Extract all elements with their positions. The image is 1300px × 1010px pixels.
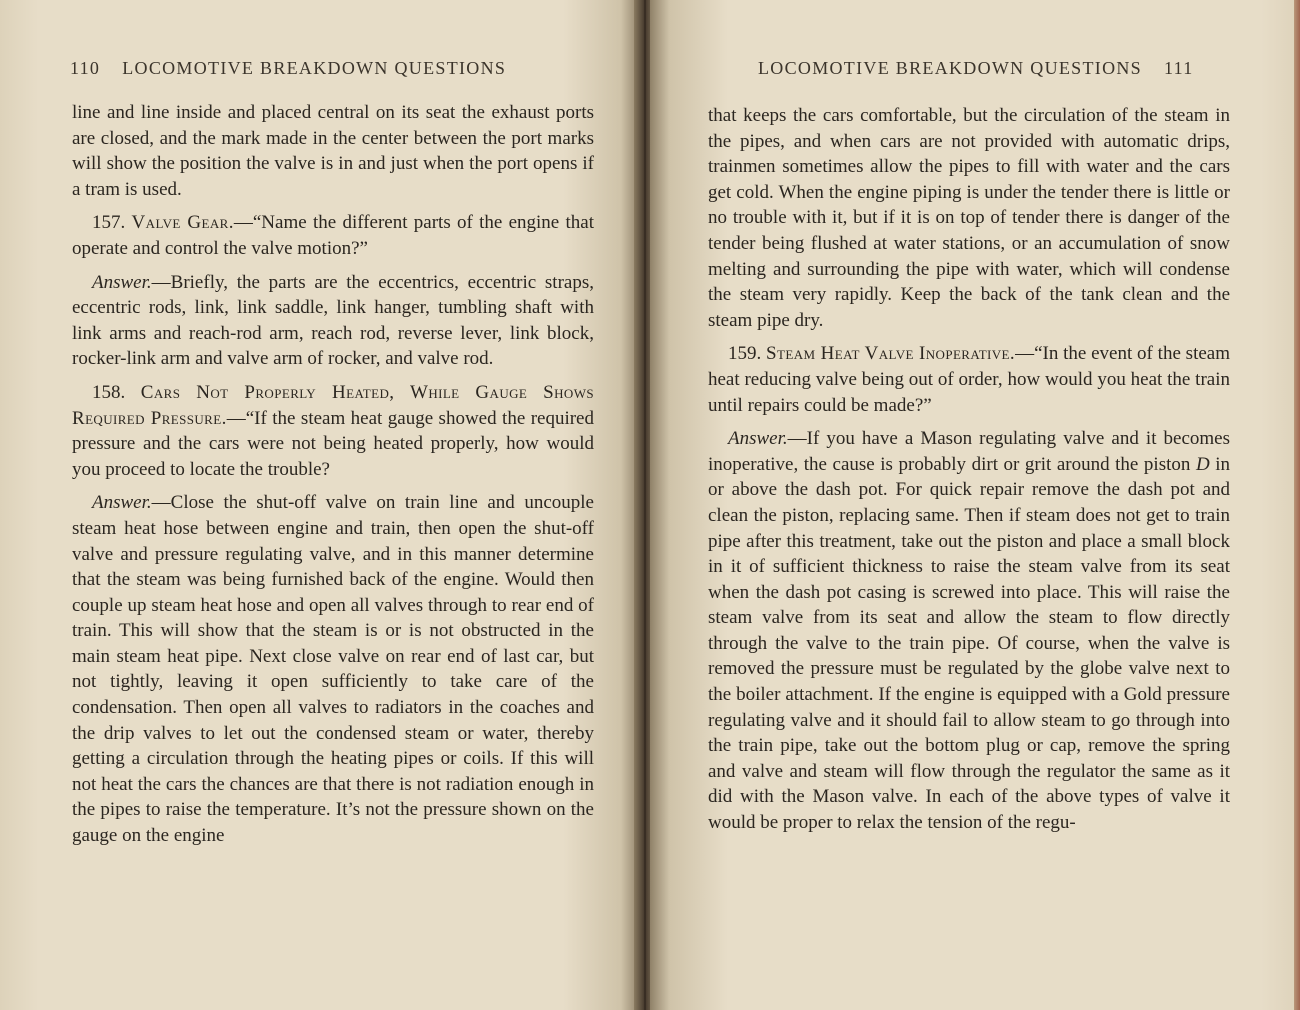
question-number: 157. [92, 212, 126, 234]
question-159 [708, 341, 1230, 418]
right-header-title: LOCOMOTIVE BREAKDOWN QUESTIONS [758, 58, 1142, 78]
right-page-number: 111 [1163, 58, 1194, 78]
left-running-head [70, 58, 506, 79]
answer-label: Answer. [92, 271, 152, 293]
answer-label: Answer. [92, 492, 152, 514]
question-157 [72, 210, 594, 261]
left-page-text [72, 100, 594, 849]
question-title: Valve Gear. [131, 212, 234, 234]
piston-letter: D [1195, 453, 1210, 475]
right-page [650, 0, 1300, 1010]
left-page-number: 110 [70, 58, 101, 78]
answer-text: —Close the shut-off valve on train line and uncouple steam heat hose between engine and train, then open the shut-off valve and pressure regulating valve, and in this manner determine that the steam was being furnished back of the engine. Would then couple up steam heat hose and open all valves through to rear end of train. This will show that the steam is or is not obstructed in the main steam heat pipe. Next close valve on rear end of last car, but not tightly, leaving it open sufficiently to take care of the condensation. Then open all valves to radiators in the coaches and the drip valves to let out the condensed steam or water, thereby getting a circulation through the heating pipes or coils. If this will not heat the cars the chances are that there is not radiation enough in the pipes to raise the temperature. It’s not the pressure shown on the gauge on the engine [72, 492, 594, 847]
answer-159 [708, 426, 1230, 836]
right-running-head [758, 58, 1194, 79]
left-page [0, 0, 640, 1010]
page-edge [1294, 0, 1300, 1010]
answer-157 [72, 270, 594, 372]
question-title: Cars Not Properly Heated, While Gauge Shows Required Pressure. [72, 381, 595, 429]
question-158 [72, 380, 594, 482]
answer-text-part-1: —If you have a Mason regulating valve and it becomes inoperative, the cause is probably dirt or grit around the piston [708, 428, 1230, 475]
question-text: —“In the event of the steam heat reducing valve being out of order, how would you heat the train until repairs could be made?” [708, 343, 1230, 416]
right-page-text [708, 103, 1230, 836]
answer-label: Answer. [728, 428, 788, 450]
answer-text: —Briefly, the parts are the eccentrics, eccentric straps, eccentric rods, link, link saddle, link hanger, tumbling shaft with link arms and reach-rod arm, reach rod, reverse lever, link block, rocker-link arm and valve arm of rocker, and valve rod. [72, 271, 594, 370]
question-title: Steam Heat Valve Inoperative. [766, 343, 1016, 365]
question-text: —“If the steam heat gauge showed the required pressure and the cars were not being heated properly, how would you proceed to locate the trouble? [72, 407, 594, 480]
continued-paragraph: line and line inside and placed central on its seat the exhaust ports are closed, and the mark made in the center between the port marks will show the position the valve is in and just when the port opens if a tram is used. [72, 102, 594, 200]
continued-paragraph: that keeps the cars comfortable, but the circulation of the steam in the pipes, and when cars are not provided with automatic drips, trainmen sometimes allow the pipes to fill with water and the cars get cold. When the engine piping is under the tender there is little or no trouble with it, but if it is on top of tender there is danger of the tender being flushed at water stations, or an accumulation of snow melting and surrounding the pipe with water, which will condense the steam very rapidly. Keep the back of the tank clean and the steam pipe dry. [708, 105, 1230, 331]
question-text: —“Name the different parts of the engine that operate and control the valve motion?” [72, 212, 595, 259]
left-header-title: LOCOMOTIVE BREAKDOWN QUESTIONS [122, 58, 507, 78]
answer-text-part-2: in or above the dash pot. For quick repair remove the dash pot and clean the piston, replacing same. Then if steam does not get to train pipe after this treatment, take out the piston and place a small block in it of sufficient thickness to raise the steam valve from its seat when the dash pot casing is screwed into place. This will raise the steam valve from its seat and allow the steam to flow directly through the valve to the train pipe. Of course, when the valve is removed the pressure must be regulated by the globe valve next to the boiler attachment. If the engine is equipped with a Gold pressure regulating valve and it should fail to allow steam to go through into the train pipe, take out the bottom plug or cap, remove the spring and valve and steam will flow through the regulator the same as it did with the Mason valve. In each of the above types of valve it would be proper to relax the tension of the regu- [708, 453, 1231, 834]
answer-158 [72, 490, 594, 848]
question-number: 158. [92, 381, 126, 403]
question-number: 159. [728, 343, 762, 365]
